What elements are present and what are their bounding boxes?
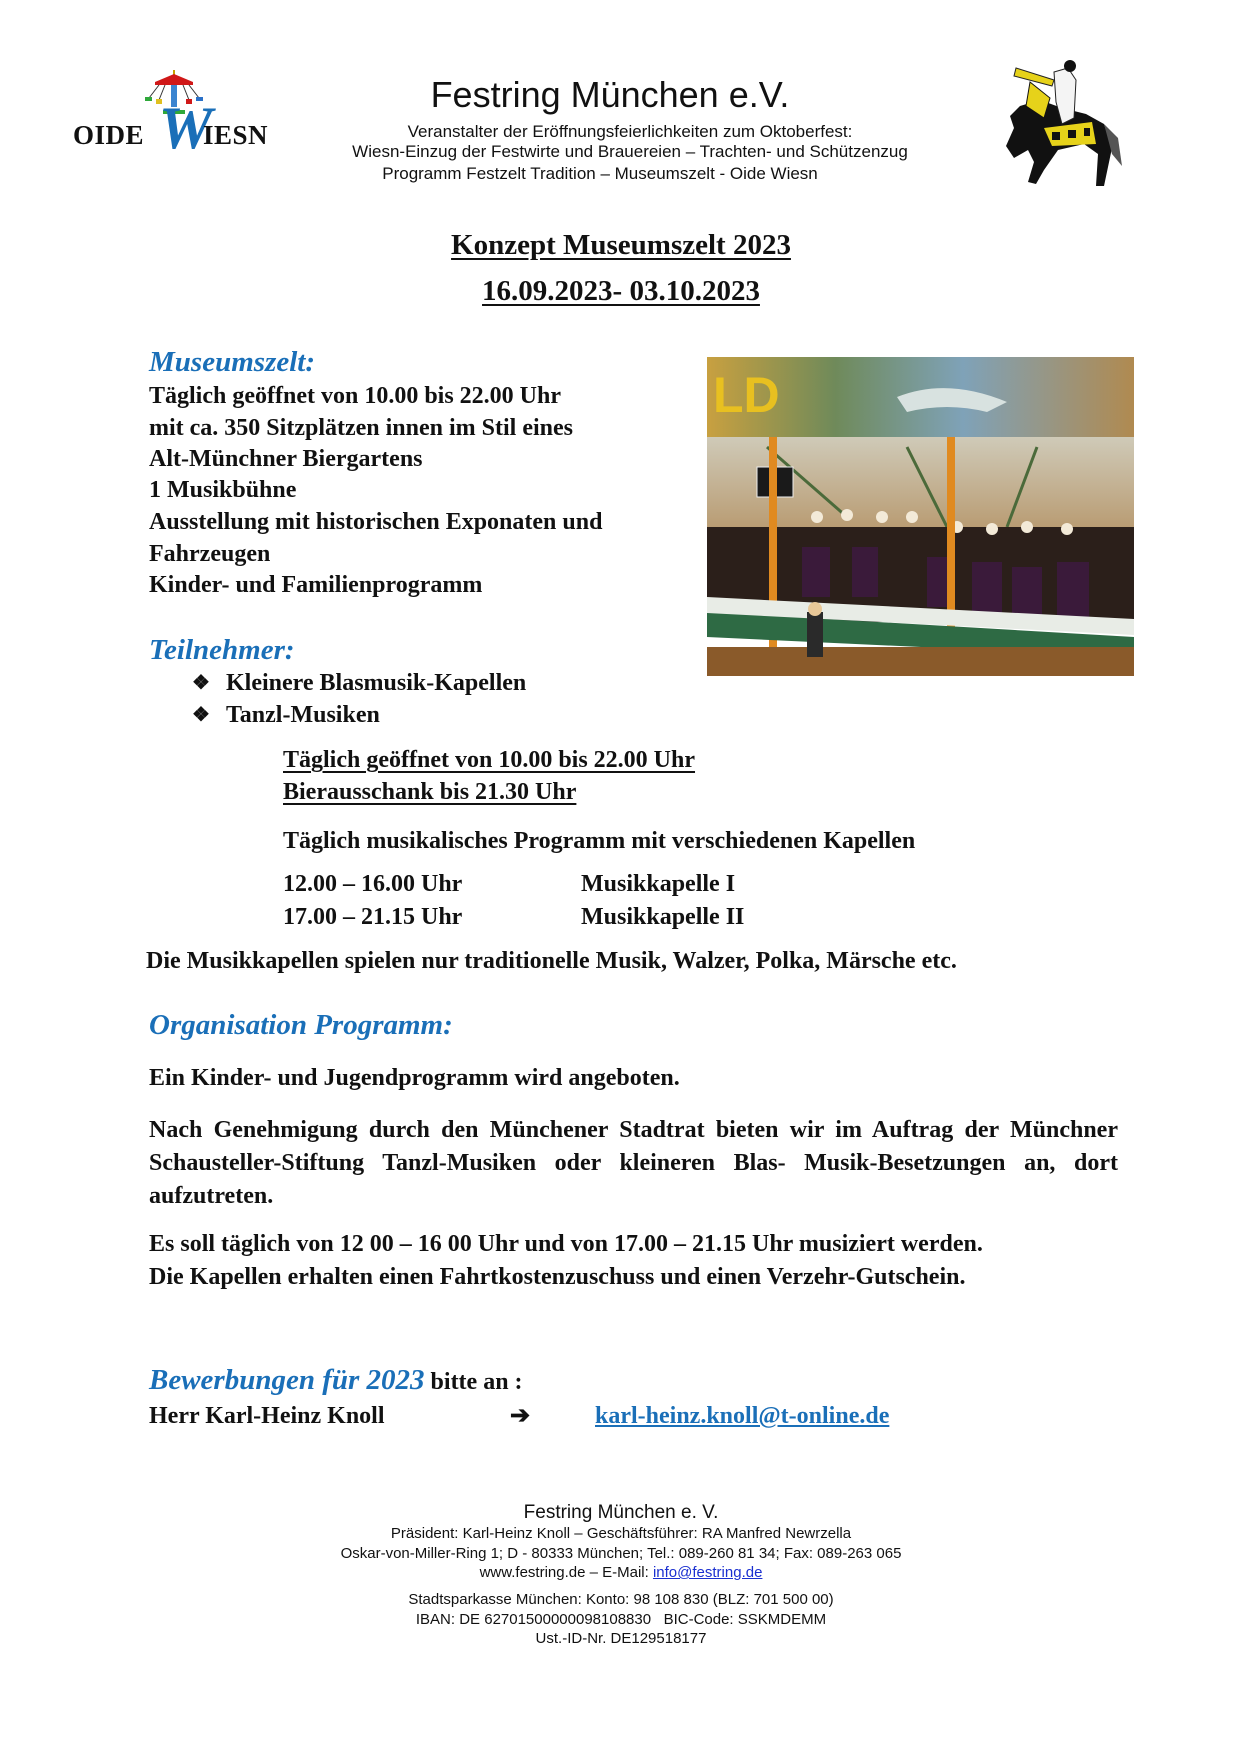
footer-officers: Präsident: Karl-Heinz Knoll – Geschäftsführer: RA Manfred Newrzella	[390, 1525, 852, 1542]
contact-email-link[interactable]: karl-heinz.knoll@t-online.de	[595, 1403, 890, 1429]
schedule-band: Musikkapelle I	[581, 871, 736, 897]
museumszelt-line: Täglich geöffnet von 10.00 bis 22.00 Uhr	[149, 383, 562, 409]
schedule-band: Musikkapelle II	[581, 904, 745, 930]
opening-hours-underlined: Täglich geöffnet von 10.00 bis 22.00 Uhr	[283, 747, 696, 773]
document-title: Konzept Museumszelt 2023	[451, 229, 791, 261]
subtitle-line-1: Veranstalter der Eröffnungsfeierlichkeiten zum Oktoberfest:	[407, 122, 853, 141]
teilnehmer-heading: Teilnehmer:	[149, 634, 295, 666]
museumszelt-line: mit ca. 350 Sitzplätzen innen im Stil eines	[149, 415, 573, 441]
logo-word-oide: OIDE	[73, 120, 145, 150]
oide-wiesn-logo	[73, 76, 285, 161]
schedule-time: 12.00 – 16.00 Uhr	[283, 871, 463, 897]
museumszelt-line: Ausstellung mit historischen Exponaten und	[149, 509, 603, 535]
brass-band-stage-photo	[707, 357, 1134, 676]
logo-w-letter: W	[159, 95, 213, 161]
beer-service-hours: Bierausschank bis 21.30 Uhr	[283, 779, 577, 805]
footer-address: Oskar-von-Miller-Ring 1; D - 80333 München; Tel.: 089-260 81 34; Fax: 089-263 065	[340, 1545, 902, 1562]
organisation-p3-line1: Es soll täglich von 12 00 – 16 00 Uhr und von 17.00 – 21.15 Uhr musiziert werden.	[149, 1231, 983, 1257]
organisation-heading: Organisation Programm:	[149, 1009, 453, 1041]
footer-web-prefix: www.festring.de – E-Mail:	[479, 1564, 653, 1581]
museumszelt-line: 1 Musikbühne	[149, 477, 297, 503]
date-range: 16.09.2023- 03.10.2023	[482, 275, 760, 307]
footer-iban: IBAN: DE 62701500000098108830 BIC-Code: SSKMDEMM	[415, 1611, 827, 1628]
horse-rider-trumpet-icon	[1000, 58, 1130, 198]
participant-item: Kleinere Blasmusik-Kapellen	[226, 670, 527, 696]
museumszelt-line: Fahrzeugen	[149, 541, 271, 567]
subtitle-line-3: Programm Festzelt Tradition – Museumszelt - Oide Wiesn	[382, 164, 818, 183]
subtitle-line-2: Wiesn-Einzug der Festwirte und Brauereien – Trachten- und Schützenzug	[352, 142, 908, 161]
footer-web	[271, 1564, 971, 1581]
arrow-right-icon: ➔	[510, 1403, 531, 1429]
logo-word-iesn: IESN	[203, 120, 269, 150]
organisation-p2: Nach Genehmigung durch den Münchener Stadtrat bieten wir im Auftrag der Münchner Schausteller-Stiftung Tanzl-Musiken oder kleineren Blas- Musik-Besetzungen an, dort aufzutreten.	[149, 1117, 1118, 1209]
museumszelt-line: Kinder- und Familienprogramm	[149, 572, 483, 598]
footer-bank: Stadtsparkasse München: Konto: 98 108 830 (BLZ: 701 500 00)	[408, 1591, 834, 1608]
application-heading-blue: Bewerbungen für 2023	[149, 1364, 425, 1396]
music-note: Die Musikkapellen spielen nur traditionelle Musik, Walzer, Polka, Märsche etc.	[146, 948, 957, 974]
schedule-time: 17.00 – 21.15 Uhr	[283, 904, 463, 930]
application-heading	[149, 1364, 523, 1397]
diamond-bullet-icon: ❖	[192, 704, 210, 726]
organisation-p3-line2: Die Kapellen erhalten einen Fahrtkostenzuschuss und einen Verzehr-Gutschein.	[149, 1264, 966, 1290]
diamond-bullet-icon: ❖	[192, 672, 210, 694]
svg-text:LD: LD	[713, 367, 780, 423]
footer-vat: Ust.-ID-Nr. DE129518177	[535, 1630, 707, 1647]
footer-org: Festring München e. V.	[523, 1502, 719, 1523]
footer-email-link[interactable]: info@festring.de	[652, 1564, 763, 1581]
organisation-p1: Ein Kinder- und Jugendprogramm wird angeboten.	[149, 1065, 680, 1091]
participant-item: Tanzl-Musiken	[226, 702, 380, 728]
contact-name: Herr Karl-Heinz Knoll	[149, 1403, 385, 1429]
program-intro: Täglich musikalisches Programm mit verschiedenen Kapellen	[283, 828, 916, 854]
museumszelt-heading: Museumszelt:	[149, 346, 315, 378]
application-heading-black: bitte an :	[424, 1369, 523, 1395]
museumszelt-line: Alt-Münchner Biergartens	[149, 446, 423, 472]
org-title: Festring München e.V.	[430, 74, 790, 115]
